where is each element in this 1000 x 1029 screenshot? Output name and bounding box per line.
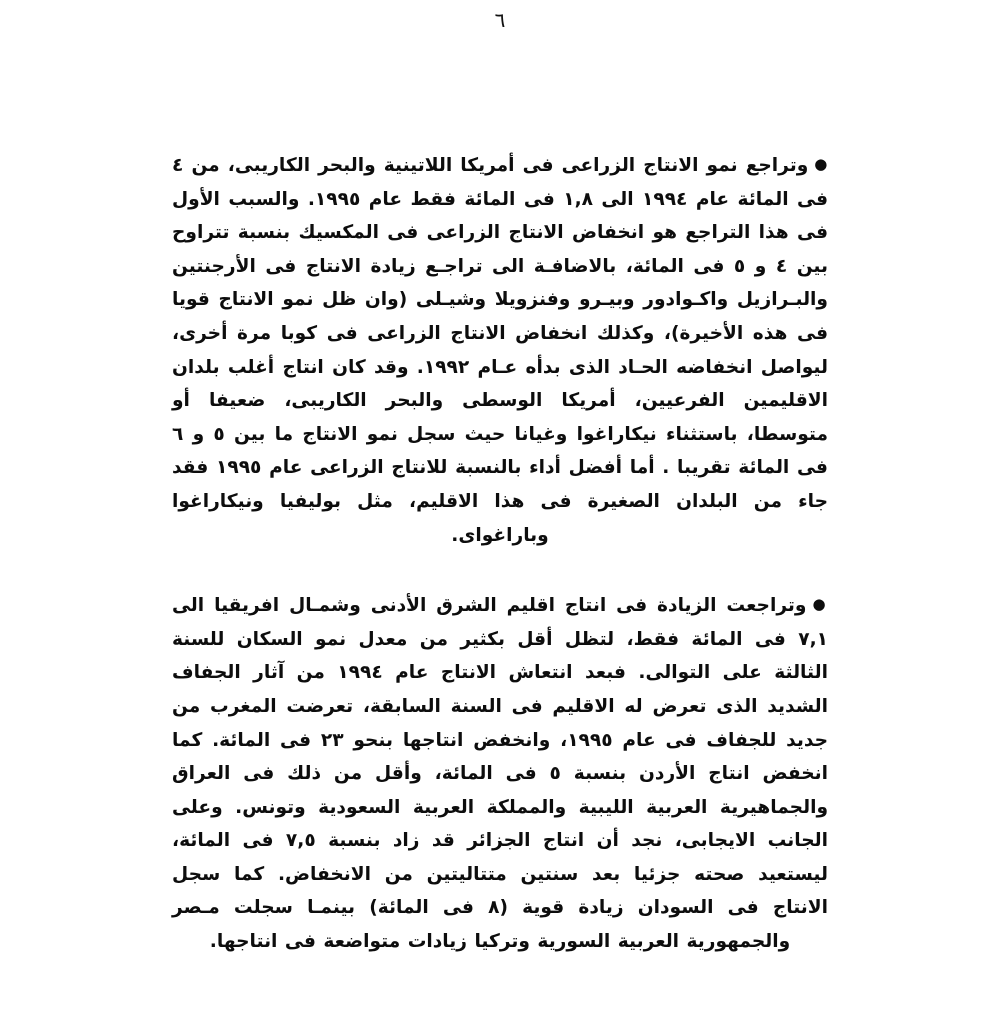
page-body	[172, 148, 828, 959]
paragraph-text: وتراجع نمو الانتاج الزراعى فى أمريكا اللاتينية والبحر الكاريبى، من ٤ فى المائة عام ١٩٩٤ الى ١,٨ فى المائة فقط عام ١٩٩٥. والسبب الأول فى هذا التراجع هو انخفاض الانتاج الزراعى فى المكسيك بنسبة تتراوح بين ٤ و ٥ فى المائة، بالاضافـة الى تراجـع زيادة الانتاج فى الأرجنتين والبـرازيل واكـوادور وبيـرو وفنزويلا وشيـلى (وان ظل نمو الانتاج قويا فى هذه الأخيرة)، وكذلك انخفاض الانتاج الزراعى فى كوبا مرة أخرى، ليواصل انخفاضه الحـاد الذى بدأه عـام ١٩٩٢. وقد كان انتاج أغلب بلدان الاقليمين الفرعيين، أمريكا الوسطى والبحر الكاريبى، ضعيفا أو متوسطا، باستثناء نيكاراغوا وغيانا حيث سجل نمو الانتاج ما بين ٥ و ٦ فى المائة تقريبا . أما أفضل أداء بالنسبة للانتاج الزراعى عام ١٩٩٥ فقد جاء من البلدان الصغيرة فى هذا الاقليم، مثل بوليفيا ونيكاراغوا وباراغواى.	[172, 155, 829, 546]
page-number: ٦	[494, 8, 506, 32]
paragraph-text: وتراجعت الزيادة فى انتاج اقليم الشرق الأدنى وشمـال افريقيا الى ٧,١ فى المائة فقط، لتظل أقل بكثير من معدل نمو السكان للسنة الثالثة على التوالى. فبعد انتعاش الانتاج عام ١٩٩٤ من آثار الجفاف الشديد الذى تعرض له الاقليم فى السنة السابقة، تعرضت المغرب من جديد للجفاف فى عام ١٩٩٥، وانخفض انتاجها بنحو ٢٣ فى المائة. كما انخفض انتاج الأردن بنسبة ٥ فى المائة، وأقل من ذلك فى العراق والجماهيرية العربية الليبية والمملكة العربية السعودية وتونس. وعلى الجانب الايجابى، نجد أن انتاج الجزائر قد زاد بنسبة ٧,٥ فى المائة، ليستعيد صحته جزئيا بعد سنتين متتاليتين من الانخفاض. كما سجل الانتاج فى السودان زيادة قوية (٨ فى المائة) بينمـا سجلت مـصر والجمهورية العربية السورية وتركيا زيادات متواضعة فى انتاجها.	[172, 595, 829, 953]
bullet-marker: ●	[814, 155, 828, 173]
paragraph	[172, 148, 828, 552]
paragraph	[172, 588, 828, 959]
bullet-marker: ●	[812, 595, 828, 614]
